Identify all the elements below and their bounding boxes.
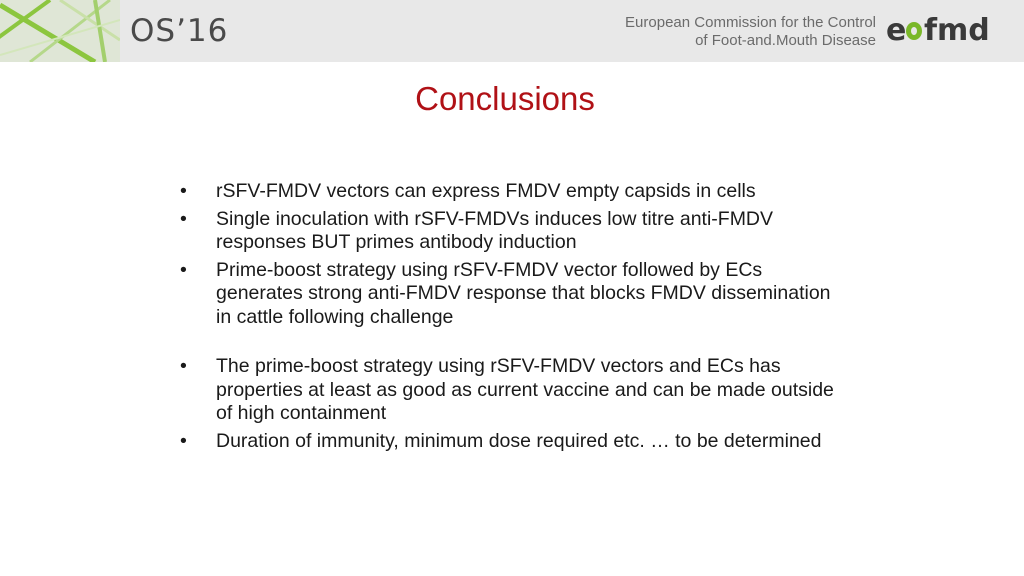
bullet-text: The prime-boost strategy using rSFV-FMDV vectors and ECs has properties at least as good as current vaccine and can be made outside of high containment <box>216 355 834 424</box>
bullet-icon: • <box>180 258 187 281</box>
bullet-icon: • <box>180 180 187 202</box>
bullet-item <box>180 180 840 204</box>
bullet-icon: • <box>180 429 187 452</box>
svg-text:e: e <box>886 13 907 48</box>
conclusions-list <box>180 180 840 457</box>
organization-line-1: European Commission for the Control <box>625 14 876 31</box>
organization-line-2: of Foot-and.Mouth Disease <box>695 32 876 49</box>
bullet-item <box>180 430 840 454</box>
bullet-icon: • <box>180 355 187 377</box>
svg-text:fmd: fmd <box>924 13 990 48</box>
decorative-lines-graphic <box>0 0 120 62</box>
bullet-icon: • <box>180 207 187 230</box>
bullet-text: rSFV-FMDV vectors can express FMDV empty capsids in cells <box>216 180 756 202</box>
slide-title: Conclusions <box>415 80 595 117</box>
organization-name <box>625 14 876 50</box>
leaf-icon <box>906 22 922 40</box>
eufmd-logo <box>886 12 1006 48</box>
bullet-item <box>180 208 840 255</box>
bullet-item <box>180 259 840 330</box>
bullet-text: Prime-boost strategy using rSFV-FMDV vector followed by ECs generates strong anti-FMDV response that blocks FMDV dissemination in cattle following challenge <box>216 258 831 328</box>
event-title: OS’16 <box>130 13 229 49</box>
bullet-text: Single inoculation with rSFV-FMDVs induces low titre anti-FMDV responses BUT primes antibody induction <box>216 207 774 253</box>
bullet-item <box>180 355 840 426</box>
header-band <box>0 0 1024 62</box>
bullet-text: Duration of immunity, minimum dose required etc. … to be determined <box>216 429 822 452</box>
